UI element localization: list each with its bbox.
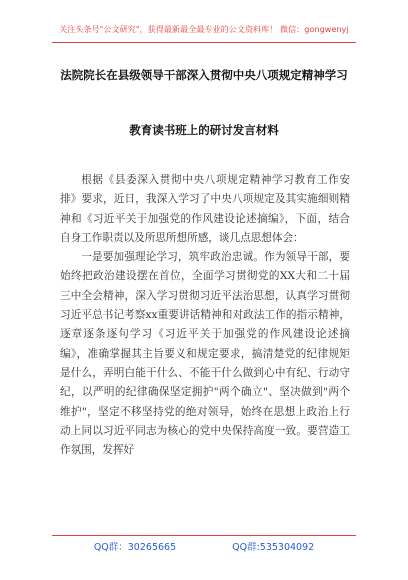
footer: [52, 539, 356, 553]
document-title-line-1: 法院院长在县级领导干部深入贯彻中央八项规定精神学习: [60, 68, 348, 82]
header-divider: [52, 42, 356, 43]
document-title-line-2: 教育读书班上的研讨发言材料: [129, 123, 279, 137]
body-paragraph-2: 一是要加强理论学习，筑牢政治忠诚。作为领导干部，要始终把政治建设摆在首位，全面学习贯彻党的XX大和二十届三中全会精神，深入学习贯彻习近平法治思想，认真学习贯彻习近平总书记考察xx重要讲话精神和对政法工作的指示精神，逐章逐条逐句学习《习近平关于加强党的作风建设论述摘编》，准确掌握其主旨要义和规定要求，搞清楚党的纪律规矩是什么，弄明白能干什么、不能干什么做到心中有纪、行动守纪，以严明的纪律确保坚定拥护"两个确立"、坚决做到"两个维护"，坚定不移坚持党的绝对领导，始终在思想上政治上行动上同以习近平同志为核心的党中央保持高度一致。要营造工作氛围，发挥好: [60, 251, 350, 457]
header-banner: 关注头条号"公文研究"，获得最新最全最专业的公文资料库！ 微信：gongwenyj: [59, 25, 349, 34]
footer-qq-group-right: QQ群:535304092: [232, 542, 315, 553]
footer-divider: [52, 535, 356, 536]
document-body: [60, 171, 350, 460]
footer-qq-group-left: QQ群：30265665: [93, 542, 177, 553]
body-paragraph-1: 根据《县委深入贯彻中央八项规定精神学习教育工作安排》要求，近日，我深入学习了中央八项规定及其实施细则精神和《习近平关于加强党的作风建设论述摘编》，下面，结合自身工作职责以及所思所想所感，谈几点思想体会：: [60, 174, 350, 244]
